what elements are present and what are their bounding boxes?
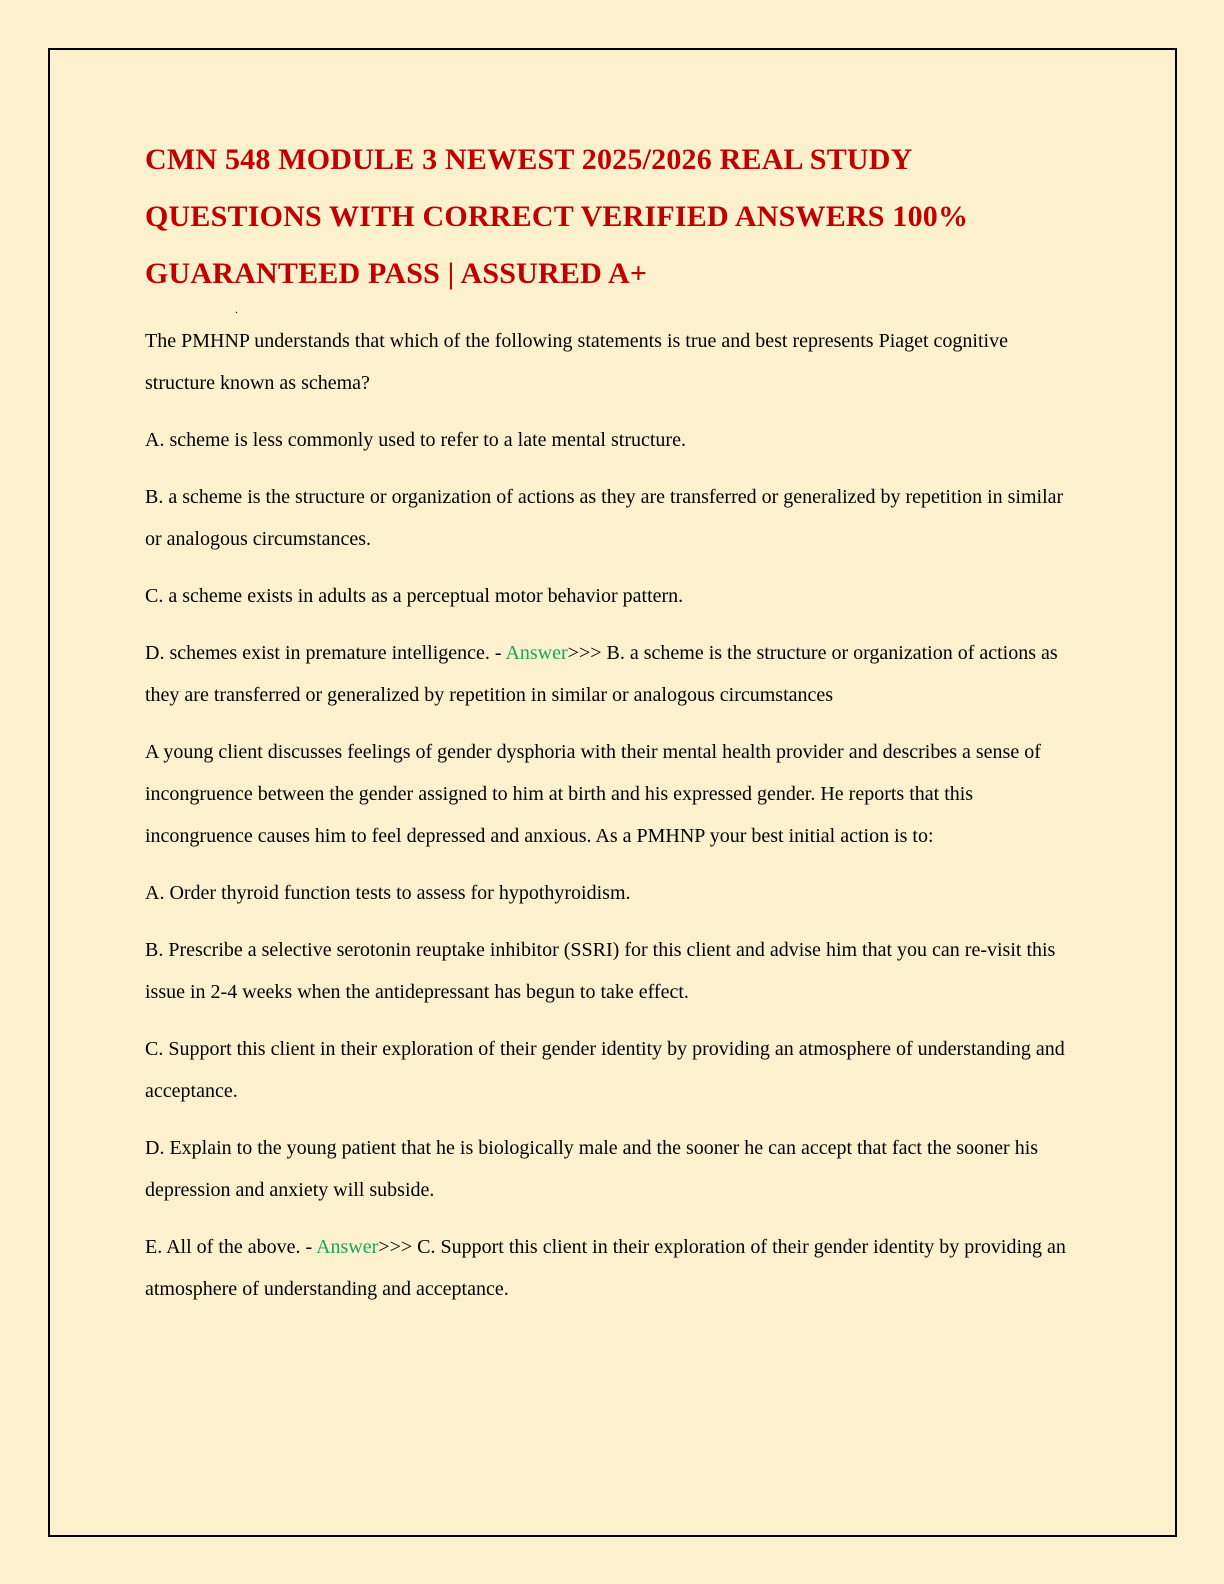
title-line-3: GUARANTEED PASS | ASSURED A+ [145, 257, 648, 290]
text-run: D. schemes exist in premature intelligence. - [145, 642, 506, 664]
title-line-2: QUESTIONS WITH CORRECT VERIFIED ANSWERS 100% [145, 200, 969, 233]
text-run: C. Support this client in their exploration of their gender identity by providing an atmosphere of understanding and acceptance. [145, 1038, 1065, 1102]
title-line-1: CMN 548 MODULE 3 NEWEST 2025/2026 REAL STUDY [145, 143, 913, 176]
question-2-option-e-and-answer [145, 1226, 1077, 1310]
text-run: B. Prescribe a selective serotonin reuptake inhibitor (SSRI) for this client and advise him that you can re-visit this issue in 2-4 weeks when the antidepressant has begun to take effect. [145, 939, 1056, 1003]
text-run: A. scheme is less commonly used to refer to a late mental structure. [145, 429, 686, 451]
answer-text: >>> B. a scheme is the structure or organization of actions as they are transferred or generalized by repetition in similar or analogous circumstances [145, 642, 1058, 706]
text-run: B. a scheme is the structure or organization of actions as they are transferred or generalized by repetition in similar or analogous circumstances. [145, 486, 1064, 550]
question-2-text [145, 731, 1077, 857]
text-run: E. All of the above. - [145, 1236, 317, 1258]
page-title [145, 131, 1077, 302]
question-2-option-a [145, 872, 1077, 914]
text-run: The PMHNP understands that which of the following statements is true and best represents Piaget cognitive structure known as schema? [145, 330, 1008, 394]
answer-text: >>> C. Support this client in their exploration of their gender identity by providing an atmosphere of understanding and acceptance. [145, 1236, 1066, 1300]
question-2-option-d [145, 1127, 1077, 1211]
text-run: A young client discusses feelings of gender dysphoria with their mental health provider and describes a sense of incongruence between the gender assigned to him at birth and his expressed gender. He reports that this incongruence causes him to feel depressed and anxious. As a PMHNP your best initial action is to: [145, 741, 1041, 847]
text-run: A. Order thyroid function tests to assess for hypothyroidism. [145, 882, 631, 904]
document-content [145, 131, 1077, 1325]
text-run: D. Explain to the young patient that he is biologically male and the sooner he can accept that fact the sooner his depression and anxiety will subside. [145, 1137, 1039, 1201]
question-1-option-a [145, 419, 1077, 461]
answer-label: Answer [316, 1236, 379, 1258]
question-1-option-c [145, 575, 1077, 617]
stray-period-mark: . [235, 302, 238, 316]
question-1-option-b [145, 476, 1077, 560]
answer-label: Answer [505, 642, 568, 664]
question-1-text [145, 320, 1077, 404]
text-run: C. a scheme exists in adults as a perceptual motor behavior pattern. [145, 585, 684, 607]
question-2-option-c [145, 1028, 1077, 1112]
question-1-option-d-and-answer [145, 632, 1077, 716]
question-2-option-b [145, 929, 1077, 1013]
